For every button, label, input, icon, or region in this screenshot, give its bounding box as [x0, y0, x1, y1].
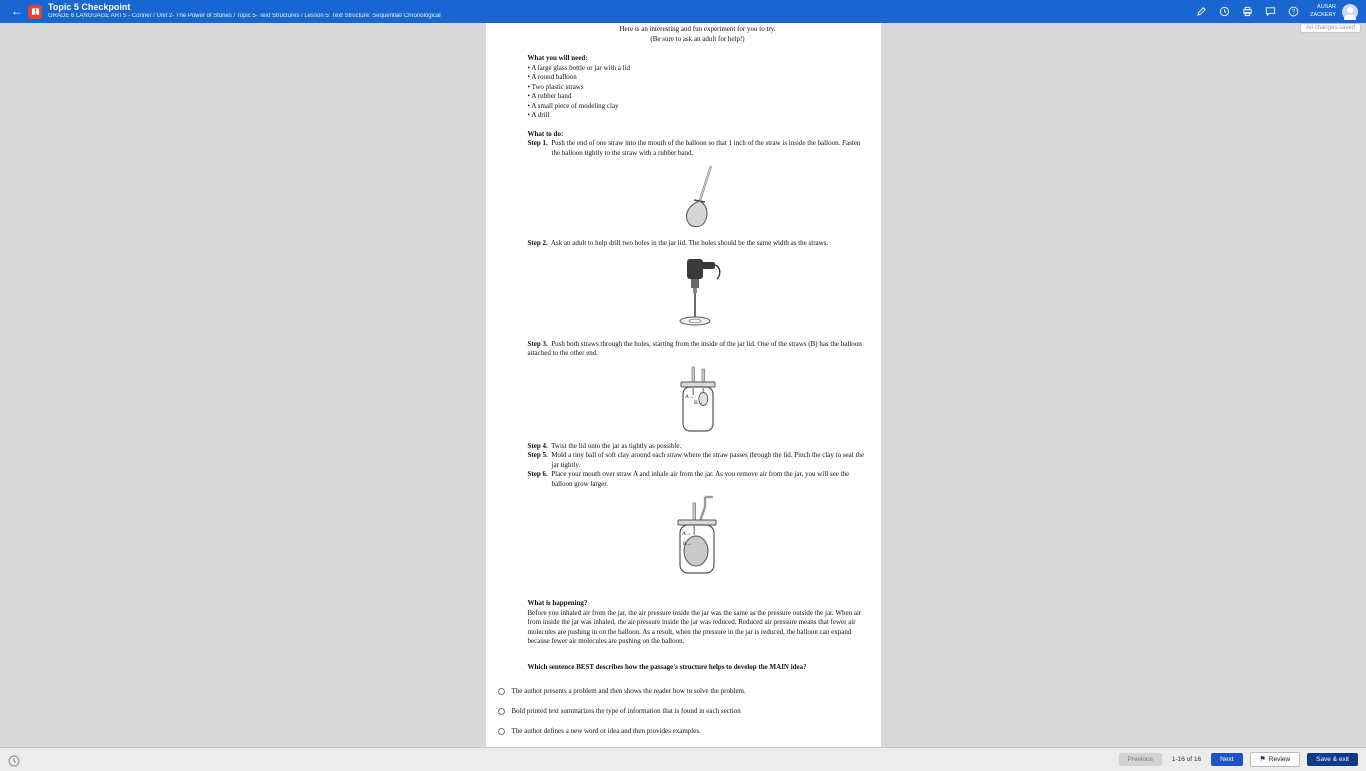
materials-list: [528, 64, 868, 121]
materials-item: • A large glass bottle or jar with a lid: [527, 63, 630, 72]
balloon-straw-illustration: [528, 164, 868, 232]
save-exit-button[interactable]: Save & exit: [1307, 753, 1358, 766]
answer-option-c[interactable]: [486, 721, 881, 741]
breadcrumb: GRADE 6 LANGUAGE ARTS - Conner / Unit 2- The Power of Stories / Topic 5- Text Structures / Lesson 5: Text Structure: Sequential/ Chronological: [48, 13, 441, 20]
materials-item: • A small piece of modeling clay: [527, 101, 619, 110]
print-icon[interactable]: [1241, 5, 1254, 18]
next-button[interactable]: Next: [1211, 753, 1242, 766]
timer-icon[interactable]: [1218, 5, 1231, 18]
step-5: Step 5. Mold a tiny ball of soft clay around each straw where the straw passes through the lid. Pinch the clay to seal the jar tightly.: [527, 451, 865, 469]
person-icon: [1342, 4, 1358, 20]
step-1: Step 1. Push the end of one straw into the mouth of the balloon so that 1 inch of the straw is inside the balloon. Fasten the balloon tightly to the straw with a rubber band.: [527, 139, 861, 157]
logo-book-icon: [31, 7, 40, 16]
svg-text:A→: A→: [681, 531, 691, 537]
jar-straws-illustration: [528, 365, 868, 435]
happening-heading: What is happening?: [527, 599, 588, 607]
svg-text:B→: B→: [693, 399, 703, 406]
question-page: [486, 23, 881, 771]
svg-text:A→: A→: [684, 393, 694, 400]
passage-intro-line2: (Be sure to ask an adult for help!): [650, 34, 745, 43]
content-scroll-area[interactable]: [0, 23, 1366, 747]
radio-button[interactable]: [498, 728, 505, 735]
question-stem: Which sentence BEST describes how the passage's structure helps to develop the MAIN idea?: [527, 662, 807, 671]
help-icon[interactable]: [1287, 5, 1300, 18]
drill-illustration: [528, 255, 868, 333]
svg-text:B→: B→: [682, 541, 692, 547]
materials-item: • Two plastic straws: [527, 82, 584, 91]
review-button[interactable]: ⚑ Review: [1250, 752, 1301, 767]
radio-button[interactable]: [498, 688, 505, 695]
top-bar: [0, 0, 1366, 23]
passage-intro-line1: Here is an interesting and fun experiment for you to try.: [619, 25, 776, 33]
step-6: Step 6. Place your mouth over straw A and inhale air from the jar. As you remove air from the jar, you will see the balloon grow larger.: [527, 470, 850, 488]
need-heading: What you will need:: [527, 54, 588, 62]
header-icon-group: [1195, 5, 1300, 18]
edit-pencil-icon[interactable]: [1195, 5, 1208, 18]
todo-heading: What to do:: [527, 129, 564, 138]
question-pager: 1-16 of 16: [1171, 756, 1202, 763]
step-4: Step 4. Twist the lid onto the jar as tightly as possible.: [527, 441, 682, 450]
answer-option-label: The author defines a new word or idea and then provides examples.: [511, 727, 701, 735]
flag-icon: ⚑: [1259, 756, 1266, 763]
materials-item: • A drill: [527, 111, 550, 119]
back-button[interactable]: ←: [8, 0, 26, 23]
header-titles: [48, 2, 441, 21]
autosave-status: All changes saved: [1301, 24, 1360, 32]
previous-button[interactable]: Previous: [1119, 753, 1162, 766]
passage-text: [486, 23, 881, 672]
user-name: AUSAR ZACKERY: [1310, 4, 1336, 18]
chat-icon[interactable]: [1264, 5, 1277, 18]
timer-clock-icon: [8, 754, 20, 766]
answer-option-b[interactable]: [486, 701, 881, 721]
step-3: Step 3. Push both straws through the holes, starting from the inside of the jar lid. One of the straws (B) has the balloon attached to the other end.: [527, 339, 862, 357]
answer-option-label: Bold printed text summarizes the type of information that is found in each section: [511, 707, 741, 715]
radio-button[interactable]: [498, 708, 505, 715]
jar-inflated-illustration: [528, 495, 868, 585]
footer-controls: [1119, 752, 1358, 767]
page-title: Topic 5 Checkpoint: [48, 2, 131, 13]
answer-option-a[interactable]: [486, 681, 881, 701]
materials-item: • A rubber band: [527, 92, 572, 100]
svg-text:?: ?: [1291, 8, 1296, 16]
avatar[interactable]: [1342, 4, 1358, 20]
step-2: Step 2. Ask an adult to help drill two holes in the jar lid. The holes should be the same width as the straws.: [527, 239, 829, 247]
app-logo[interactable]: [28, 5, 42, 19]
materials-item: • A round balloon: [527, 73, 577, 81]
happening-paragraph: Before you inhaled air from the jar, the air pressure inside the jar was the same as the pressure outside the jar. When air from inside the jar was inhaled, the air pressure inside the jar was reduced. Reduced air pressure means that fewer air molecules are pushing in on the balloon. As a result, when the pressure in the jar is reduced, the balloon can expand because fewer air molecules are pushing on the balloon.: [527, 608, 862, 645]
answer-option-label: The author presents a problem and then shows the reader how to solve the problem.: [511, 687, 746, 695]
footer-bar: [0, 747, 1366, 771]
